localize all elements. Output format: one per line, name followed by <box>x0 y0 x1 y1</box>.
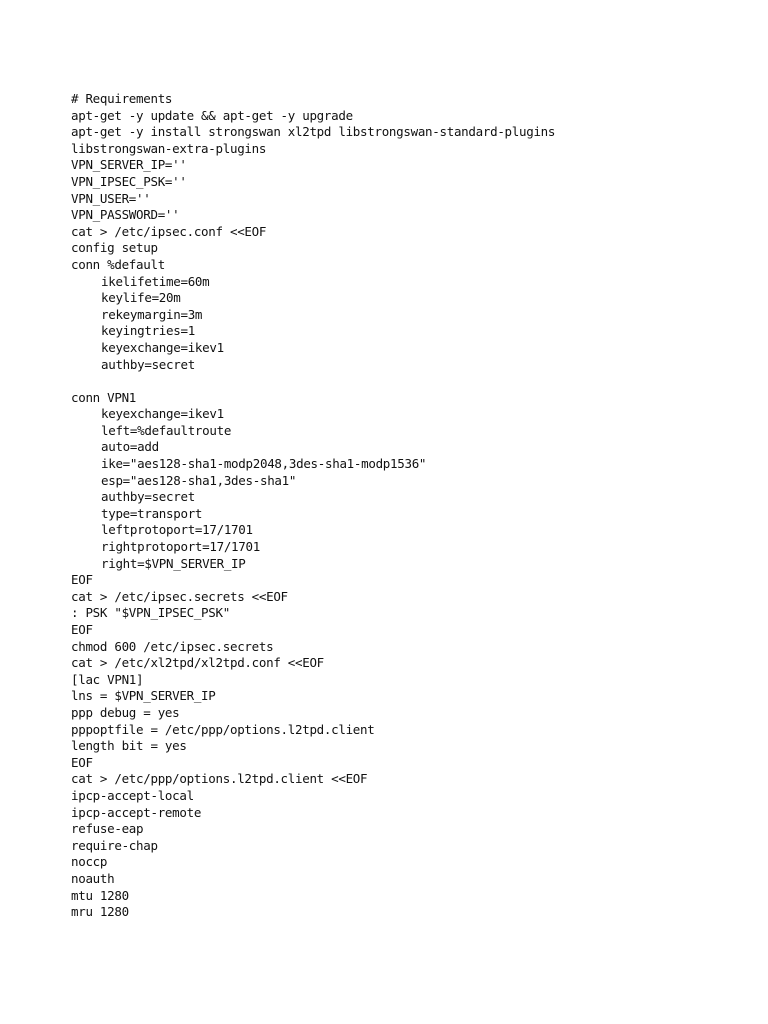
code-line: apt-get -y update && apt-get -y upgrade <box>71 107 353 123</box>
code-line: mtu 1280 <box>71 887 129 903</box>
code-line: left=%defaultroute <box>101 422 232 438</box>
code-line: refuse-eap <box>71 821 144 837</box>
code-line: keyexchange=ikev1 <box>101 339 224 355</box>
code-line: lns = $VPN_SERVER_IP <box>71 688 216 704</box>
code-line: conn VPN1 <box>71 389 137 405</box>
code-line: cat > /etc/ipsec.secrets <<EOF <box>71 588 288 604</box>
code-line: noauth <box>71 870 115 886</box>
code-line: authby=secret <box>101 356 195 372</box>
code-line: VPN_IPSEC_PSK='' <box>71 173 187 189</box>
code-line: require-chap <box>71 837 158 853</box>
code-line: config setup <box>71 240 158 256</box>
code-line: leftprotoport=17/1701 <box>101 522 253 538</box>
code-line: type=transport <box>101 505 203 521</box>
code-line: cat > /etc/ppp/options.l2tpd.client <<EOF <box>71 771 368 787</box>
code-line: VPN_PASSWORD='' <box>71 207 180 223</box>
code-line: length bit = yes <box>71 738 187 754</box>
code-line: ikelifetime=60m <box>101 273 210 289</box>
code-line: ipcp-accept-remote <box>71 804 202 820</box>
code-line: EOF <box>71 572 93 588</box>
code-line: auto=add <box>101 439 159 455</box>
code-line: authby=secret <box>101 489 195 505</box>
code-line: apt-get -y install strongswan xl2tpd libstrongswan-standard-plugins <box>71 124 556 140</box>
code-line: keylife=20m <box>101 290 181 306</box>
code-line: VPN_SERVER_IP='' <box>71 157 187 173</box>
code-line: conn %default <box>71 256 165 272</box>
code-line: ppp debug = yes <box>71 704 180 720</box>
code-line: VPN_USER='' <box>71 190 151 206</box>
code-line: : PSK "$VPN_IPSEC_PSK" <box>71 605 230 621</box>
code-line: right=$VPN_SERVER_IP <box>101 555 246 571</box>
code-line: mru 1280 <box>71 904 129 920</box>
code-line: EOF <box>71 622 93 637</box>
code-listing <box>71 91 555 921</box>
code-line: ike="aes128-sha1-modp2048,3des-sha1-modp1536" <box>101 456 427 472</box>
code-line: rightprotoport=17/1701 <box>101 539 260 555</box>
code-line: ipcp-accept-local <box>71 787 194 803</box>
code-line: cat > /etc/ipsec.conf <<EOF <box>71 223 267 239</box>
code-line: cat > /etc/xl2tpd/xl2tpd.conf <<EOF <box>71 655 324 671</box>
code-line: noccp <box>71 854 108 870</box>
code-line: # Requirements <box>71 91 173 106</box>
code-line: keyexchange=ikev1 <box>101 406 224 422</box>
code-line: keyingtries=1 <box>101 323 195 339</box>
code-line: chmod 600 /etc/ipsec.secrets <box>71 638 274 654</box>
code-line: [lac VPN1] <box>71 671 144 687</box>
code-line <box>71 373 555 390</box>
code-line: pppoptfile = /etc/ppp/options.l2tpd.client <box>71 721 375 737</box>
code-line: libstrongswan-extra-plugins <box>71 140 267 156</box>
code-line: esp="aes128-sha1,3des-sha1" <box>101 472 297 488</box>
code-line: rekeymargin=3m <box>101 306 203 322</box>
code-line: EOF <box>71 754 93 770</box>
